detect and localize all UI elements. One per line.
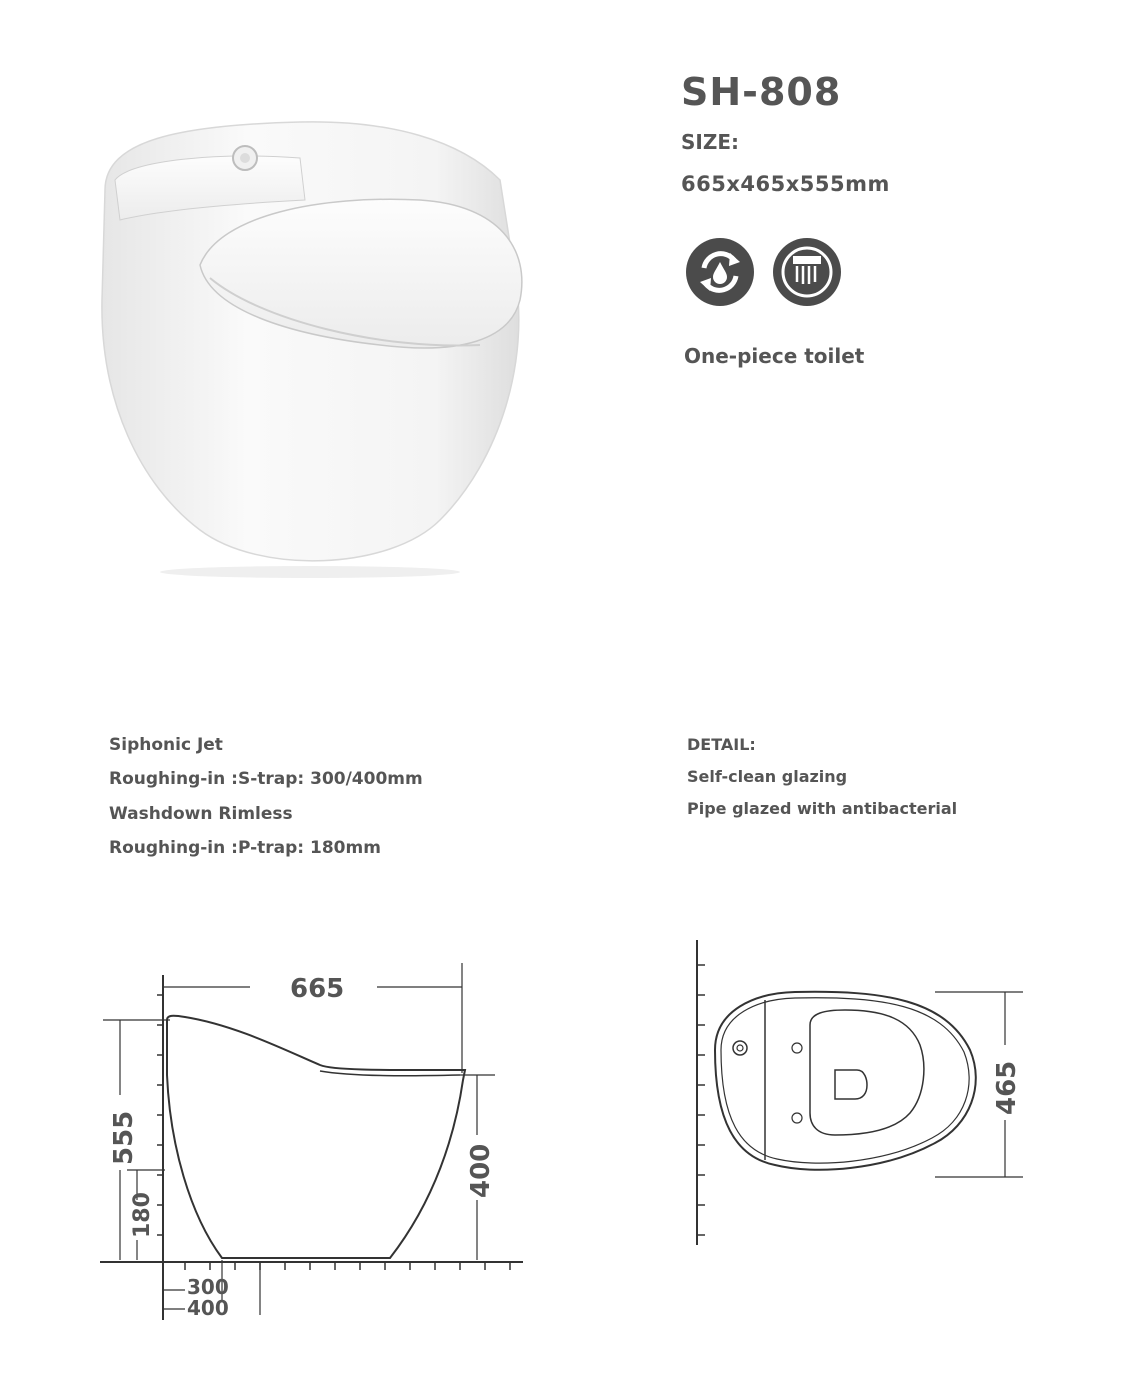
dim-depth: 465 bbox=[992, 1060, 1022, 1115]
detail-title: DETAIL: bbox=[687, 735, 756, 754]
detail-item: Pipe glazed with antibacterial bbox=[687, 799, 958, 818]
detail-item: Self-clean glazing bbox=[687, 767, 848, 786]
feature-item: Washdown Rimless bbox=[109, 804, 293, 824]
self-clean-swirl-icon bbox=[686, 238, 754, 306]
feature-item: Roughing-in :S-trap: 300/400mm bbox=[109, 769, 423, 789]
model-number: SH-808 bbox=[681, 70, 842, 114]
dim-seat-height: 400 bbox=[466, 1143, 496, 1198]
feature-item: Siphonic Jet bbox=[109, 735, 223, 755]
dim-ptrap: 180 bbox=[130, 1192, 155, 1238]
dim-width: 665 bbox=[290, 974, 345, 1004]
size-label: SIZE: bbox=[681, 130, 740, 154]
size-value: 665x465x555mm bbox=[681, 172, 890, 196]
product-photo bbox=[60, 100, 570, 610]
antibacterial-pipe-icon bbox=[773, 238, 841, 306]
side-elevation-drawing bbox=[95, 955, 535, 1325]
dim-height: 555 bbox=[109, 1110, 139, 1165]
feature-item: Roughing-in :P-trap: 180mm bbox=[109, 838, 381, 858]
dim-strap-400: 400 bbox=[187, 1296, 229, 1320]
product-type: One-piece toilet bbox=[684, 344, 865, 368]
top-view-drawing bbox=[685, 935, 1030, 1250]
dim-strap-300: 300 bbox=[187, 1275, 229, 1299]
